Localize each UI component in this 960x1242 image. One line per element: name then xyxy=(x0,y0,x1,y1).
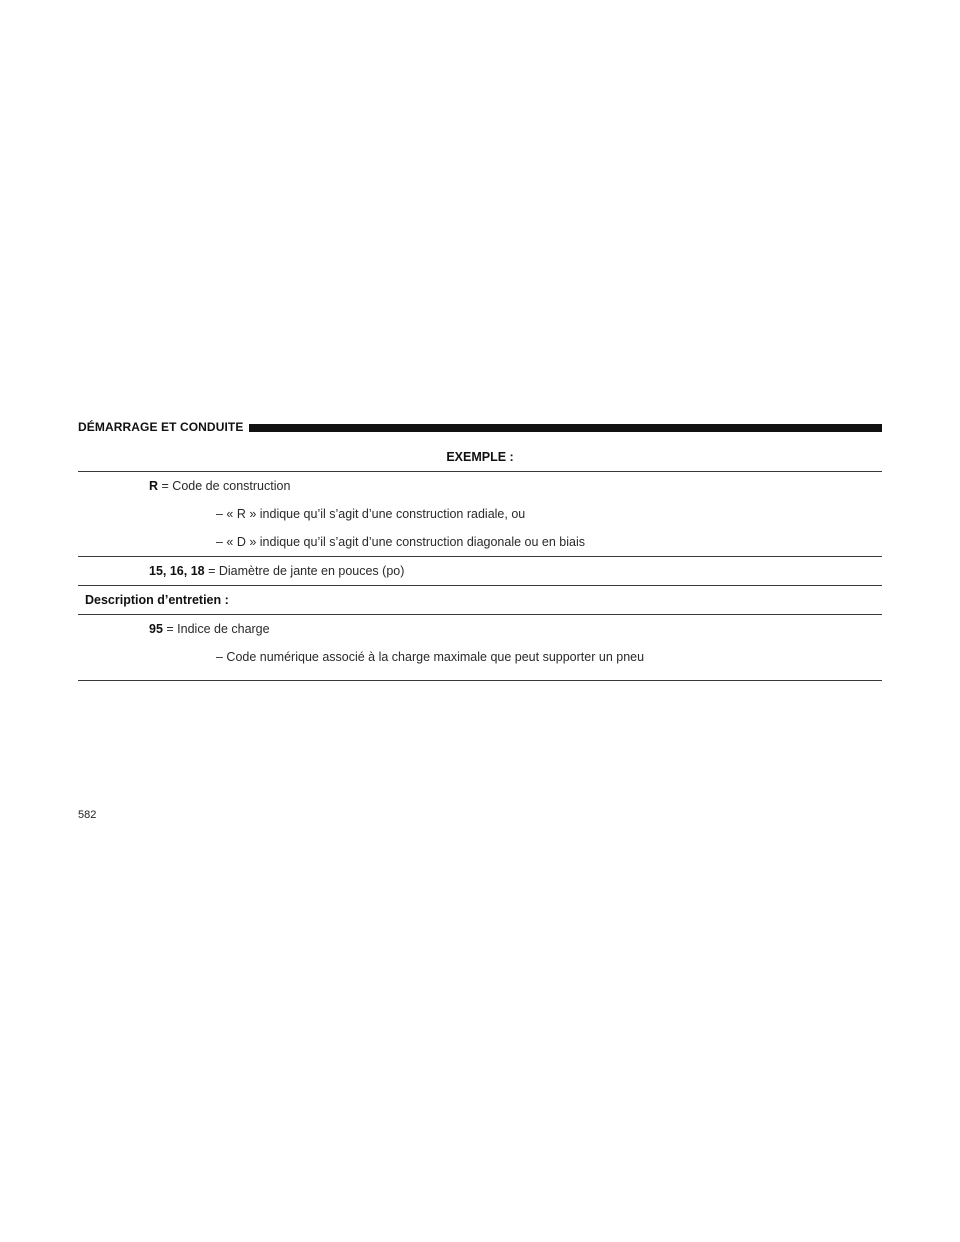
row-key: 95 xyxy=(149,622,163,636)
row-main-line xyxy=(78,615,882,643)
row-spacer xyxy=(78,671,882,680)
section-header xyxy=(78,419,882,435)
row-main-line xyxy=(78,472,882,500)
row-key: R xyxy=(149,479,159,493)
row-main-line xyxy=(78,557,882,585)
section-title: DÉMARRAGE ET CONDUITE xyxy=(78,420,244,434)
table-row-construction-code xyxy=(78,472,882,556)
row-detail: – « D » indique qu’il s’agit d’une construction diagonale ou en biais xyxy=(216,535,586,549)
row-detail: – « R » indique qu’il s’agit d’une construction radiale, ou xyxy=(216,507,526,521)
table-row-rim-diameter xyxy=(78,557,882,585)
row-section-label: Description d’entretien : xyxy=(85,593,229,607)
row-key: 15, 16, 18 xyxy=(149,564,205,578)
table-row-service-description xyxy=(78,586,882,614)
table-rule xyxy=(78,680,882,681)
table-row-load-index xyxy=(78,615,882,680)
row-definition: = Code de construction xyxy=(161,479,291,493)
row-detail: – Code numérique associé à la charge maximale que peut supporter un pneu xyxy=(216,650,645,664)
tire-example-table xyxy=(78,443,882,681)
table-caption: EXEMPLE : xyxy=(446,450,514,464)
section-header-bar xyxy=(249,424,882,432)
row-definition: = Indice de charge xyxy=(166,622,270,636)
row-definition: = Diamètre de jante en pouces (po) xyxy=(208,564,405,578)
page-number: 582 xyxy=(78,809,97,821)
